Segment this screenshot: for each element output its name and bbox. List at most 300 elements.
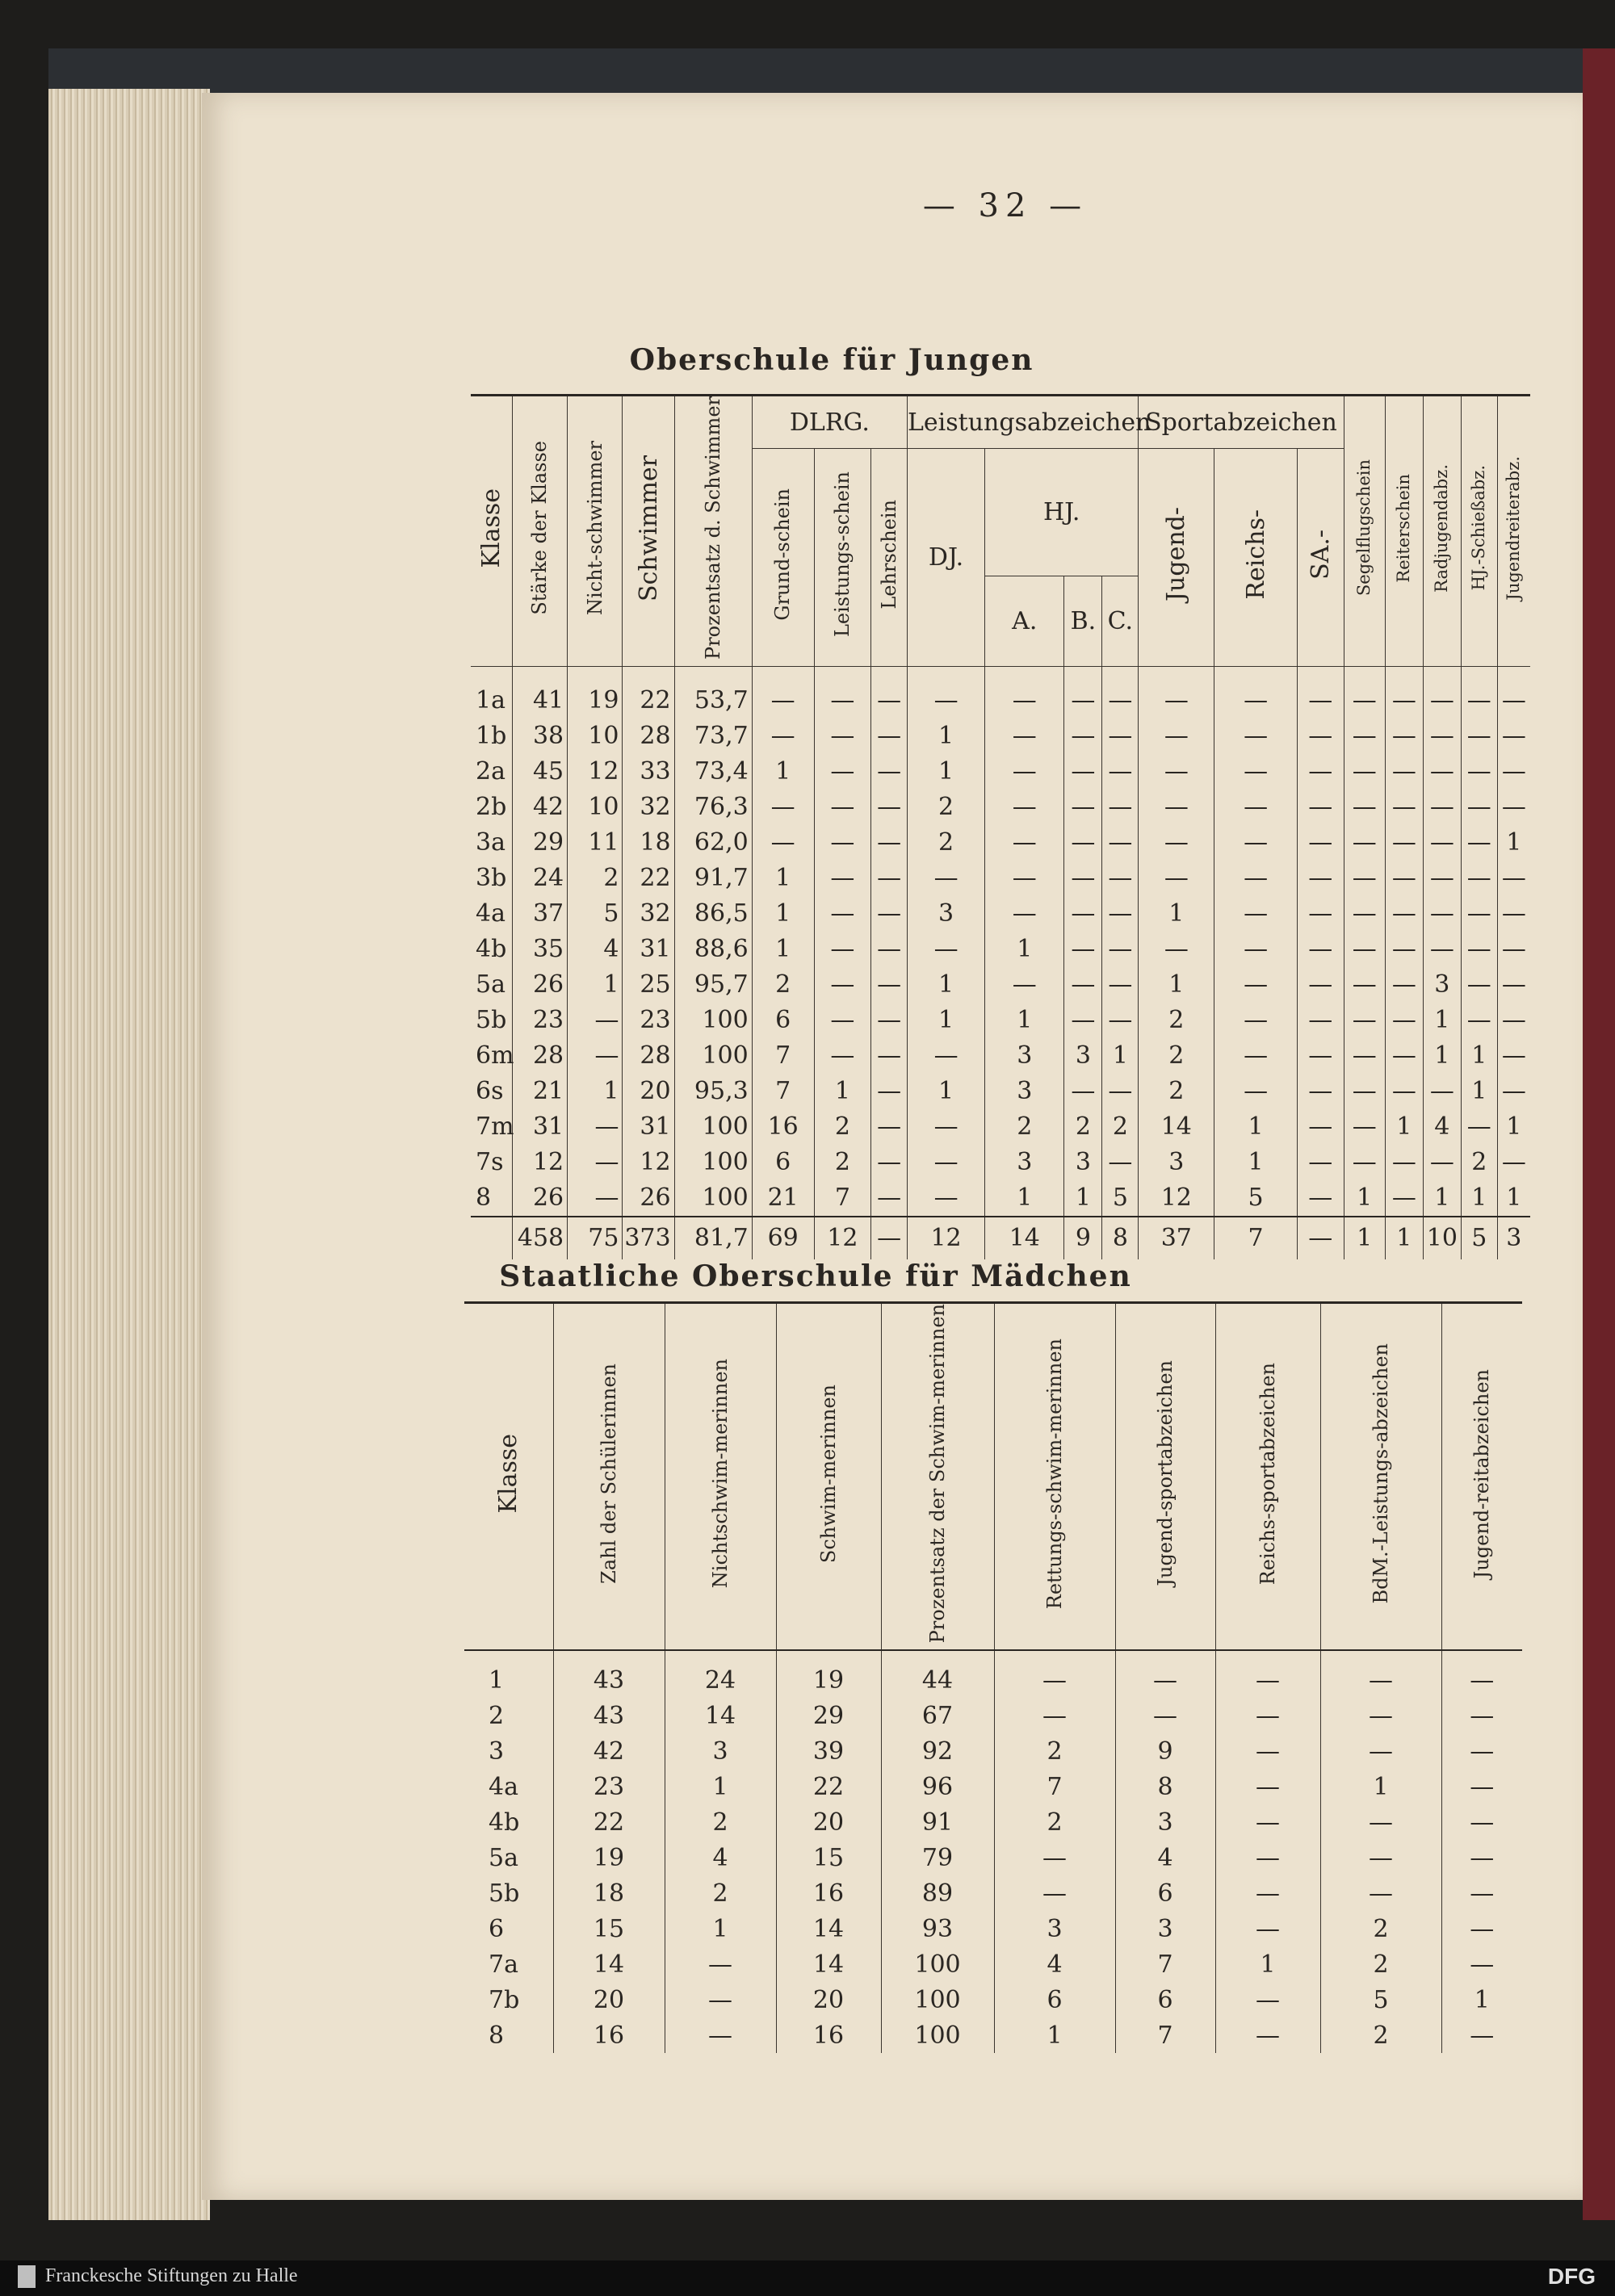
table-cell: 4b: [464, 1804, 553, 1840]
table-cell: —: [1461, 666, 1497, 719]
table-cell: 100: [674, 1038, 752, 1074]
table-cell: —: [908, 666, 985, 719]
table-cell: —: [1297, 1109, 1344, 1145]
table-cell: —: [1344, 1003, 1385, 1038]
table-cell: 1: [1506, 1112, 1522, 1142]
table-cell: 10: [568, 790, 623, 825]
table-cell: —: [1215, 1650, 1320, 1698]
table-row: [471, 896, 1530, 932]
table-cell: —: [1344, 967, 1385, 1003]
table-cell: —: [752, 719, 814, 754]
table-cell: 14: [776, 1946, 881, 1982]
table-cell: —: [1297, 1038, 1344, 1074]
table-cell: 2: [665, 1804, 776, 1840]
table-cell: 3: [985, 1074, 1064, 1109]
table-cell: —: [1320, 1875, 1441, 1911]
table-cell: 3: [1115, 1911, 1215, 1946]
table-cell: 1: [1320, 1769, 1441, 1804]
table-cell: 96: [881, 1769, 994, 1804]
table-cell: —: [1320, 1804, 1441, 1840]
table-cell: 4a: [464, 1769, 553, 1804]
table-cell: —: [665, 2017, 776, 2053]
table-cell: 7b: [464, 1982, 553, 2017]
table-cell: —: [871, 1109, 908, 1145]
table-cell: 7: [1115, 1946, 1215, 1982]
table-cell: —: [1214, 825, 1298, 861]
table-cell: —: [1344, 719, 1385, 754]
table-cell: 1: [1064, 1180, 1102, 1217]
table-cell: 18: [553, 1875, 665, 1911]
table-cell: —: [908, 861, 985, 896]
table-row: [464, 1804, 1522, 1840]
table-cell: 2: [1139, 1038, 1214, 1074]
col-jugendreiterabz: Jugendreiterabz.: [1497, 396, 1530, 667]
boys-table-title: Oberschule für Jungen: [629, 343, 1034, 377]
table-cell: —: [1501, 722, 1526, 751]
col-schwimmer: Schwimmer: [623, 396, 674, 667]
table-row: [464, 1946, 1522, 1982]
table-cell: 6: [464, 1911, 553, 1946]
col-radjugendabz: Radjugendabz.: [1423, 396, 1461, 667]
table-cell: —: [1139, 666, 1214, 719]
total-cell: 81,7: [674, 1217, 752, 1259]
table-row: [464, 1650, 1522, 1698]
group-dlrg: DLRG.: [752, 396, 907, 449]
girls-swimming-table: [464, 1301, 1522, 2053]
girls-col-header: Prozentsatz der Schwim-merinnen: [881, 1303, 994, 1651]
table-row: [471, 1074, 1530, 1109]
table-cell: 5: [1214, 1180, 1298, 1217]
girls-col-header: Jugend-reitabzeichen: [1441, 1303, 1522, 1651]
table-cell: —: [1297, 790, 1344, 825]
table-cell: 16: [553, 2017, 665, 2053]
table-cell: 2: [1461, 1145, 1497, 1180]
table-cell: 76,3: [674, 790, 752, 825]
table-cell: 23: [512, 1003, 567, 1038]
table-cell: 1: [1214, 1145, 1298, 1180]
table-cell: —: [1102, 825, 1139, 861]
table-cell: 1: [752, 932, 814, 967]
table-cell: 15: [553, 1911, 665, 1946]
table-cell: —: [1139, 932, 1214, 967]
total-cell: 69: [752, 1217, 814, 1259]
table-cell: 1: [1423, 1180, 1461, 1217]
table-cell: 7: [752, 1038, 814, 1074]
table-cell: —: [814, 967, 871, 1003]
table-cell: —: [1214, 896, 1298, 932]
total-cell: 373: [623, 1217, 674, 1259]
col-leistungsschein: Leistungs-schein: [814, 449, 871, 667]
table-cell: 44: [881, 1650, 994, 1698]
table-cell: —: [1214, 666, 1298, 719]
table-cell: —: [985, 666, 1064, 719]
table-cell: 29: [776, 1698, 881, 1733]
table-cell: —: [1344, 754, 1385, 790]
table-cell: 33: [623, 754, 674, 790]
table-cell: 6m: [471, 1038, 512, 1074]
table-cell: 45: [512, 754, 567, 790]
table-row: [464, 1875, 1522, 1911]
table-cell: —: [871, 790, 908, 825]
table-cell: 1: [665, 1911, 776, 1946]
table-cell: —: [908, 932, 985, 967]
table-cell: —: [871, 1145, 908, 1180]
table-cell: 43: [553, 1650, 665, 1698]
table-cell: —: [1214, 754, 1298, 790]
table-row: [464, 1733, 1522, 1769]
table-cell: —: [1344, 896, 1385, 932]
table-cell: —: [1214, 932, 1298, 967]
table-cell: 100: [674, 1145, 752, 1180]
table-cell: —: [1215, 1769, 1320, 1804]
table-cell: —: [908, 1038, 985, 1074]
table-cell: —: [1139, 754, 1214, 790]
table-row: [471, 825, 1530, 861]
table-cell: 25: [623, 967, 674, 1003]
table-cell: 5: [1320, 1982, 1441, 2017]
table-cell: 19: [568, 666, 623, 719]
table-cell: 2: [1320, 1911, 1441, 1946]
table-cell: 9: [1115, 1733, 1215, 1769]
table-cell: 1: [464, 1650, 553, 1698]
table-cell: —: [1461, 861, 1497, 896]
table-cell: 14: [553, 1946, 665, 1982]
table-cell: —: [814, 896, 871, 932]
table-cell: 6: [752, 1003, 814, 1038]
total-cell: —: [1297, 1217, 1344, 1259]
table-cell: 1: [985, 1180, 1064, 1217]
table-cell: —: [1297, 1003, 1344, 1038]
table-row: [471, 861, 1530, 896]
table-cell: 22: [553, 1804, 665, 1840]
book-cover-edge: [1583, 48, 1615, 2220]
table-cell: 1: [568, 1074, 623, 1109]
table-cell: —: [1064, 790, 1102, 825]
table-cell: 1: [908, 1003, 985, 1038]
table-cell: —: [871, 896, 908, 932]
table-cell: —: [1139, 790, 1214, 825]
table-cell: —: [1064, 825, 1102, 861]
table-cell: —: [1423, 790, 1461, 825]
table-cell: 6: [752, 1145, 814, 1180]
table-cell: —: [568, 1180, 623, 1217]
table-cell: 12: [568, 754, 623, 790]
table-cell: —: [1385, 754, 1423, 790]
table-cell: —: [1461, 896, 1497, 932]
table-cell: 3a: [471, 825, 512, 861]
table-cell: 5b: [464, 1875, 553, 1911]
table-cell: 1: [1215, 1946, 1320, 1982]
table-cell: —: [1215, 1982, 1320, 2017]
col-hj-schiessabz: HJ.-Schießabz.: [1461, 396, 1497, 667]
table-cell: 100: [881, 1946, 994, 1982]
table-cell: 32: [623, 896, 674, 932]
total-cell: 8: [1102, 1217, 1139, 1259]
girls-col-header: Zahl der Schülerinnen: [553, 1303, 665, 1651]
table-cell: —: [1139, 825, 1214, 861]
table-cell: —: [1102, 754, 1139, 790]
girls-col-header: Nichtschwim-merinnen: [665, 1303, 776, 1651]
table-cell: —: [871, 1003, 908, 1038]
table-cell: 1: [985, 932, 1064, 967]
table-cell: —: [985, 754, 1064, 790]
table-cell: 19: [553, 1840, 665, 1875]
table-cell: 7a: [464, 1946, 553, 1982]
table-cell: —: [1344, 666, 1385, 719]
table-cell: —: [1214, 1074, 1298, 1109]
table-cell: —: [665, 1946, 776, 1982]
table-cell: 1: [1102, 1038, 1139, 1074]
table-cell: 41: [512, 666, 567, 719]
table-cell: 1: [908, 1074, 985, 1109]
table-cell: —: [1115, 1698, 1215, 1733]
table-cell: —: [1423, 825, 1461, 861]
book-cover-top: [48, 48, 1583, 97]
table-cell: —: [985, 896, 1064, 932]
table-cell: —: [1470, 1665, 1495, 1695]
table-cell: —: [1215, 1840, 1320, 1875]
table-cell: 1: [752, 896, 814, 932]
table-cell: 22: [776, 1769, 881, 1804]
table-cell: —: [1501, 970, 1526, 999]
col-reichs: Reichs-: [1214, 449, 1298, 667]
table-cell: 67: [881, 1698, 994, 1733]
girls-col-header: Schwim-merinnen: [776, 1303, 881, 1651]
table-row: [464, 1769, 1522, 1804]
table-cell: 26: [623, 1180, 674, 1217]
table-cell: 10: [568, 719, 623, 754]
table-cell: 1: [752, 754, 814, 790]
table-cell: 3: [1064, 1145, 1102, 1180]
total-cell: 12: [814, 1217, 871, 1259]
table-cell: 1: [985, 1003, 1064, 1038]
table-cell: 37: [512, 896, 567, 932]
table-cell: 20: [776, 1982, 881, 2017]
table-cell: —: [1344, 1038, 1385, 1074]
table-cell: —: [1470, 1843, 1495, 1872]
table-cell: 31: [512, 1109, 567, 1145]
table-cell: 26: [512, 967, 567, 1003]
table-cell: —: [908, 1109, 985, 1145]
table-cell: 2: [985, 1109, 1064, 1145]
table-cell: 1: [1423, 1038, 1461, 1074]
table-cell: —: [985, 719, 1064, 754]
table-cell: —: [1385, 790, 1423, 825]
table-cell: 4: [568, 932, 623, 967]
table-cell: —: [994, 1840, 1115, 1875]
table-cell: 1: [1139, 896, 1214, 932]
table-cell: 1: [568, 967, 623, 1003]
table-cell: 2: [665, 1875, 776, 1911]
table-cell: —: [1297, 896, 1344, 932]
table-cell: —: [1385, 1074, 1423, 1109]
page-number: — 32 —: [922, 187, 1089, 224]
table-cell: —: [1064, 932, 1102, 967]
table-cell: 31: [623, 932, 674, 967]
table-cell: —: [814, 666, 871, 719]
table-cell: 5a: [471, 967, 512, 1003]
table-cell: —: [1297, 1180, 1344, 1217]
table-cell: 53,7: [674, 666, 752, 719]
table-cell: —: [1102, 719, 1139, 754]
table-cell: 2: [814, 1109, 871, 1145]
table-cell: 2: [994, 1804, 1115, 1840]
table-cell: —: [1423, 1145, 1461, 1180]
page-stack: [48, 89, 210, 2220]
table-cell: 5b: [471, 1003, 512, 1038]
table-cell: 16: [752, 1109, 814, 1145]
table-cell: —: [814, 790, 871, 825]
table-cell: —: [1344, 932, 1385, 967]
table-cell: —: [1501, 899, 1526, 928]
table-cell: 2: [1139, 1074, 1214, 1109]
table-cell: —: [1064, 754, 1102, 790]
table-cell: 1: [1461, 1180, 1497, 1217]
table-cell: —: [1385, 825, 1423, 861]
table-cell: —: [568, 1038, 623, 1074]
table-cell: —: [1470, 1950, 1495, 1979]
table-cell: 2: [1320, 2017, 1441, 2053]
table-cell: —: [1470, 1737, 1495, 1766]
table-cell: —: [1385, 1003, 1423, 1038]
col-segelflugschein: Segelflugschein: [1344, 396, 1385, 667]
table-cell: —: [1385, 1038, 1423, 1074]
col-reiterschein: Reiterschein: [1385, 396, 1423, 667]
table-row: [471, 967, 1530, 1003]
table-cell: —: [1115, 1650, 1215, 1698]
table-cell: —: [871, 1180, 908, 1217]
total-cell: [471, 1217, 512, 1259]
table-cell: 31: [623, 1109, 674, 1145]
table-cell: 2: [464, 1698, 553, 1733]
table-cell: 3: [665, 1733, 776, 1769]
table-cell: —: [1461, 932, 1497, 967]
table-cell: 3: [1139, 1145, 1214, 1180]
table-cell: 3: [1423, 967, 1461, 1003]
table-cell: 23: [623, 1003, 674, 1038]
table-cell: —: [1297, 825, 1344, 861]
table-cell: —: [1461, 1109, 1497, 1145]
table-row: [471, 790, 1530, 825]
total-cell: 9: [1064, 1217, 1102, 1259]
table-cell: 19: [776, 1650, 881, 1698]
table-cell: —: [814, 932, 871, 967]
table-cell: 1a: [471, 666, 512, 719]
table-cell: 3: [1115, 1804, 1215, 1840]
table-cell: —: [1215, 1804, 1320, 1840]
table-cell: —: [1461, 1003, 1497, 1038]
col-nichtschwimmer: Nicht-schwimmer: [568, 396, 623, 667]
table-cell: 73,4: [674, 754, 752, 790]
table-cell: 20: [553, 1982, 665, 2017]
table-cell: 2: [814, 1145, 871, 1180]
table-cell: —: [1064, 1003, 1102, 1038]
table-cell: —: [568, 1109, 623, 1145]
table-cell: —: [1385, 896, 1423, 932]
table-cell: —: [1385, 861, 1423, 896]
table-cell: 15: [776, 1840, 881, 1875]
table-cell: 6: [1115, 1875, 1215, 1911]
table-cell: 3: [994, 1911, 1115, 1946]
table-cell: —: [1470, 1914, 1495, 1943]
table-cell: —: [1297, 1074, 1344, 1109]
table-cell: —: [871, 825, 908, 861]
table-cell: —: [1297, 666, 1344, 719]
table-cell: —: [1139, 861, 1214, 896]
table-cell: —: [568, 1003, 623, 1038]
table-cell: —: [1385, 1180, 1423, 1217]
total-cell: 37: [1139, 1217, 1214, 1259]
table-row: [471, 754, 1530, 790]
table-cell: —: [1214, 861, 1298, 896]
table-cell: 4: [1115, 1840, 1215, 1875]
table-cell: —: [814, 1038, 871, 1074]
table-cell: —: [871, 719, 908, 754]
total-cell: 7: [1214, 1217, 1298, 1259]
total-cell: 1: [1385, 1217, 1423, 1259]
table-cell: 1: [665, 1769, 776, 1804]
table-cell: —: [1461, 825, 1497, 861]
table-cell: 43: [553, 1698, 665, 1733]
table-cell: —: [1064, 861, 1102, 896]
col-klasse: Klasse: [471, 396, 512, 667]
table-cell: 6s: [471, 1074, 512, 1109]
table-cell: 26: [512, 1180, 567, 1217]
stiftung-logo-icon: [18, 2265, 36, 2288]
group-hj: HJ.: [985, 449, 1139, 576]
table-cell: 1b: [471, 719, 512, 754]
table-cell: —: [1214, 719, 1298, 754]
table-cell: —: [1215, 1698, 1320, 1733]
table-cell: 3: [985, 1038, 1064, 1074]
col-prozentsatz: Prozentsatz d. Schwimmer: [674, 396, 752, 667]
table-cell: —: [1102, 790, 1139, 825]
table-cell: —: [1423, 932, 1461, 967]
table-cell: —: [1064, 896, 1102, 932]
table-cell: 20: [623, 1074, 674, 1109]
table-cell: 1: [994, 2017, 1115, 2053]
table-cell: —: [871, 666, 908, 719]
table-cell: 3: [464, 1733, 553, 1769]
table-cell: 2: [1102, 1109, 1139, 1145]
table-cell: —: [1423, 719, 1461, 754]
table-row: [464, 1911, 1522, 1946]
totals-row: [471, 1217, 1530, 1259]
table-cell: —: [1470, 2021, 1495, 2050]
total-cell: 14: [985, 1217, 1064, 1259]
table-cell: 86,5: [674, 896, 752, 932]
table-row: [464, 1840, 1522, 1875]
table-cell: 2: [752, 967, 814, 1003]
table-cell: —: [1102, 861, 1139, 896]
table-cell: 3: [1064, 1038, 1102, 1074]
table-cell: 1: [1506, 828, 1522, 857]
table-cell: —: [814, 1003, 871, 1038]
table-cell: 14: [1139, 1109, 1214, 1145]
table-cell: 24: [512, 861, 567, 896]
table-cell: —: [1214, 790, 1298, 825]
table-cell: 92: [881, 1733, 994, 1769]
table-cell: —: [1385, 666, 1423, 719]
table-cell: —: [1501, 1148, 1526, 1177]
table-cell: —: [1423, 861, 1461, 896]
table-cell: 2: [908, 790, 985, 825]
table-cell: —: [871, 967, 908, 1003]
table-cell: —: [752, 825, 814, 861]
table-cell: 23: [553, 1769, 665, 1804]
table-cell: —: [1215, 2017, 1320, 2053]
table-cell: —: [1461, 790, 1497, 825]
